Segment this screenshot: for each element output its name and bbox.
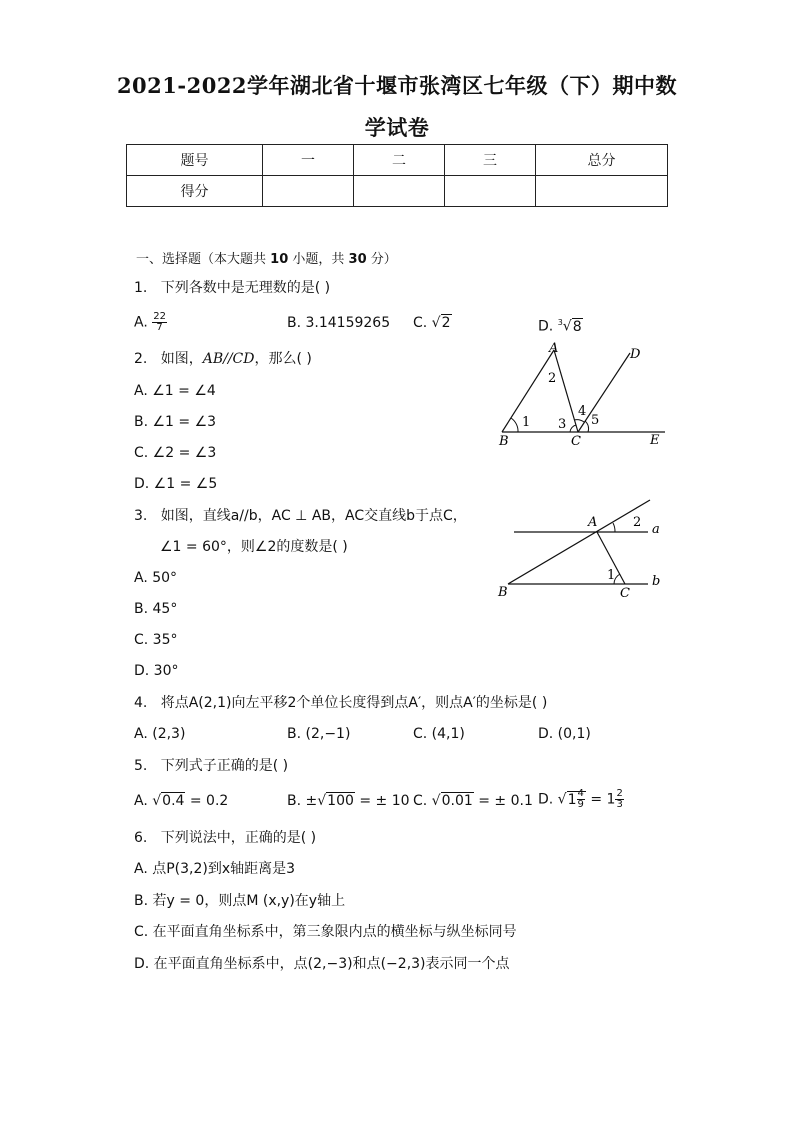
fig2-label-a-point: A — [588, 515, 598, 530]
angle-arc-5 — [585, 421, 589, 432]
angle-arc-3 — [570, 425, 576, 432]
score-table-score-row — [127, 176, 668, 207]
score-cell-label: 题号 — [127, 145, 263, 176]
score-cell-total: 总分 — [536, 145, 668, 176]
score-table-header-row — [127, 145, 668, 176]
fig1-angle-1: 1 — [522, 415, 531, 430]
q6-option-d: D. 在平面直角坐标系中，点(2,−3)和点(−2,3)表示同一个点 — [134, 956, 510, 972]
line-ab-transversal — [508, 500, 650, 584]
q4-option-c: C. (4,1) — [413, 726, 465, 742]
paper-title-line1: 2021-2022学年湖北省十堰市张湾区七年级（下）期中数 — [116, 73, 678, 98]
q2-option-b: B. ∠1 = ∠3 — [134, 414, 217, 430]
fig1-label-e: E — [650, 433, 660, 448]
score-blank — [536, 176, 668, 207]
q2-option-d: D. ∠1 = ∠5 — [134, 476, 218, 492]
q3-option-c: C. 35° — [134, 632, 178, 648]
q2-option-c: C. ∠2 = ∠3 — [134, 445, 217, 461]
score-cell-score-label: 得分 — [127, 176, 263, 207]
q5-option-d: D. √1 $\frac{4}{9}$ = 1 $\frac{2}{3}$ — [538, 788, 623, 810]
score-table — [126, 144, 668, 207]
q1-option-d: D. $^3$√8 — [538, 318, 582, 335]
q2-option-a: A. ∠1 = ∠4 — [134, 383, 216, 399]
score-blank — [445, 176, 536, 207]
question-3-line1: 3. 如图，直线a//b，AC ⊥ AB，AC交直线b于点C， — [134, 508, 467, 524]
fig2-label-c-point: C — [620, 586, 630, 601]
section-heading: 一、选择题（本大题共 10 小题，共 30 分） — [136, 252, 397, 267]
score-cell-part2: 二 — [354, 145, 445, 176]
score-cell-part1: 一 — [263, 145, 354, 176]
line-cd — [578, 353, 630, 432]
fig1-angle-4: 4 — [578, 404, 587, 419]
q1-option-c: C. √2 — [413, 315, 451, 331]
q5-option-b: B. ±√100 = ± 10 — [287, 793, 410, 809]
q6-option-b: B. 若y = 0，则点M (x,y)在y轴上 — [134, 893, 346, 909]
q6-option-a: A. 点P(3,2)到x轴距离是3 — [134, 861, 296, 877]
fig2-angle-2: 2 — [633, 515, 642, 530]
question-5: 5. 下列式子正确的是( ) — [134, 758, 289, 774]
score-blank — [354, 176, 445, 207]
paper-title-line2: 学试卷 — [364, 115, 430, 140]
fig1-label-a: A — [549, 341, 559, 356]
question-2: 2. 如图，AB//CD，那么( ) — [134, 351, 312, 367]
score-cell-part3: 三 — [445, 145, 536, 176]
fig2-angle-1: 1 — [607, 568, 616, 583]
fig1-label-c: C — [571, 434, 581, 449]
q6-option-c: C. 在平面直角坐标系中，第三象限内点的横坐标与纵坐标同号 — [134, 924, 517, 940]
figure-parallel-lines-ab — [490, 492, 670, 604]
q1-option-b: B. 3.14159265 — [287, 315, 391, 331]
fig1-label-b: B — [499, 434, 509, 449]
q5-option-a: A. √0.4 = 0.2 — [134, 793, 229, 809]
question-3-line2: ∠1 = 60°，则∠2的度数是( ) — [160, 539, 348, 555]
fig1-angle-3: 3 — [558, 417, 567, 432]
q3-option-b: B. 45° — [134, 601, 178, 617]
q3-option-a: A. 50° — [134, 570, 178, 586]
fig2-label-line-a: a — [652, 522, 660, 537]
fig1-label-d: D — [630, 347, 641, 362]
figure-parallel-lines-abcd — [490, 340, 670, 452]
question-1: 1. 下列各数中是无理数的是( ) — [134, 280, 331, 296]
question-6: 6. 下列说法中，正确的是( ) — [134, 830, 317, 846]
angle-arc-1 — [511, 418, 518, 432]
q3-option-d: D. 30° — [134, 663, 179, 679]
q5-option-c: C. √0.01 = ± 0.1 — [413, 793, 533, 809]
fig2-label-line-b: b — [652, 574, 661, 589]
q4-option-b: B. (2,−1) — [287, 726, 351, 742]
angle-arc-2 — [613, 523, 615, 532]
score-blank — [263, 176, 354, 207]
q4-option-a: A. (2,3) — [134, 726, 186, 742]
q4-option-d: D. (0,1) — [538, 726, 591, 742]
question-4: 4. 将点A(2,1)向左平移2个单位长度得到点A′，则点A′的坐标是( ) — [134, 695, 548, 711]
fig1-angle-2: 2 — [548, 371, 557, 386]
q1-option-a: A. $\frac{22}{7}$ — [134, 311, 166, 333]
fig2-label-b-point: B — [498, 585, 508, 600]
fig1-angle-5: 5 — [591, 413, 600, 428]
